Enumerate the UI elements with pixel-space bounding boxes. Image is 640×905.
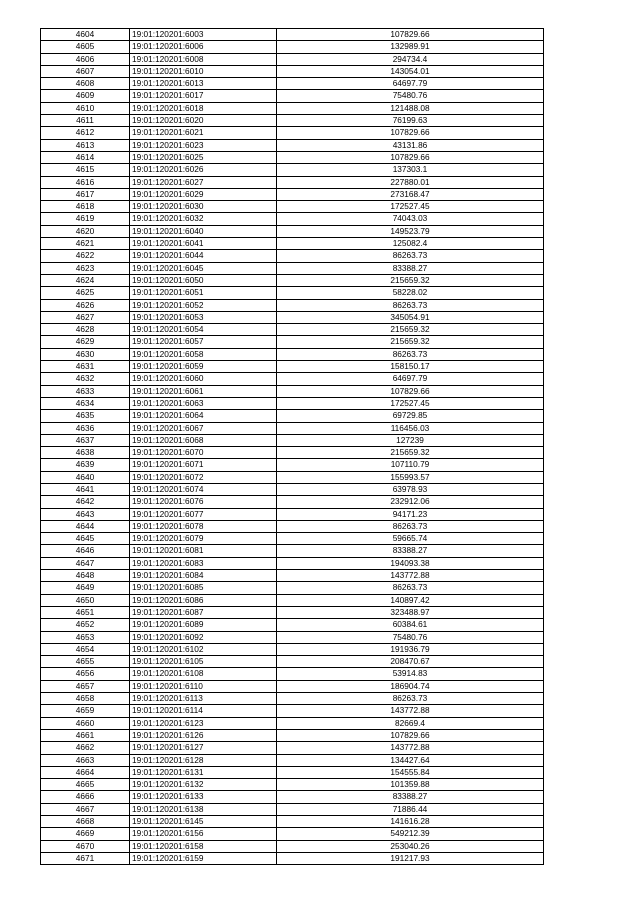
amount-cell: 215659.32	[277, 447, 544, 459]
cadastral-number-cell: 19:01:120201:6110	[130, 680, 277, 692]
row-number-cell: 4612	[41, 127, 130, 139]
row-number-cell: 4643	[41, 508, 130, 520]
amount-cell: 215659.32	[277, 324, 544, 336]
table-row	[41, 151, 544, 163]
cadastral-number-cell: 19:01:120201:6025	[130, 151, 277, 163]
amount-cell: 141616.28	[277, 816, 544, 828]
cadastral-number-cell: 19:01:120201:6086	[130, 594, 277, 606]
cadastral-number-cell: 19:01:120201:6072	[130, 471, 277, 483]
amount-cell: 53914.83	[277, 668, 544, 680]
cadastral-number-cell: 19:01:120201:6050	[130, 274, 277, 286]
cadastral-number-cell: 19:01:120201:6092	[130, 631, 277, 643]
row-number-cell: 4653	[41, 631, 130, 643]
amount-cell: 143772.88	[277, 705, 544, 717]
row-number-cell: 4626	[41, 299, 130, 311]
amount-cell: 107110.79	[277, 459, 544, 471]
table-row	[41, 508, 544, 520]
table-row	[41, 471, 544, 483]
table-row	[41, 631, 544, 643]
cadastral-number-cell: 19:01:120201:6078	[130, 520, 277, 532]
row-number-cell: 4667	[41, 803, 130, 815]
row-number-cell: 4668	[41, 816, 130, 828]
amount-cell: 172527.45	[277, 201, 544, 213]
row-number-cell: 4634	[41, 397, 130, 409]
table-row	[41, 668, 544, 680]
row-number-cell: 4649	[41, 582, 130, 594]
table-row	[41, 742, 544, 754]
row-number-cell: 4606	[41, 53, 130, 65]
amount-cell: 155993.57	[277, 471, 544, 483]
table-row	[41, 225, 544, 237]
cadastral-number-cell: 19:01:120201:6029	[130, 188, 277, 200]
table-row	[41, 65, 544, 77]
row-number-cell: 4666	[41, 791, 130, 803]
table-row	[41, 238, 544, 250]
amount-cell: 101359.88	[277, 779, 544, 791]
amount-cell: 107829.66	[277, 385, 544, 397]
table-row	[41, 311, 544, 323]
cadastral-number-cell: 19:01:120201:6003	[130, 29, 277, 41]
cadastral-number-cell: 19:01:120201:6102	[130, 643, 277, 655]
cadastral-number-cell: 19:01:120201:6068	[130, 434, 277, 446]
cadastral-number-cell: 19:01:120201:6131	[130, 766, 277, 778]
table-row	[41, 324, 544, 336]
cadastral-number-cell: 19:01:120201:6077	[130, 508, 277, 520]
row-number-cell: 4645	[41, 533, 130, 545]
row-number-cell: 4607	[41, 65, 130, 77]
row-number-cell: 4620	[41, 225, 130, 237]
table-row	[41, 459, 544, 471]
cadastral-number-cell: 19:01:120201:6105	[130, 656, 277, 668]
cadastral-number-cell: 19:01:120201:6132	[130, 779, 277, 791]
cadastral-number-cell: 19:01:120201:6008	[130, 53, 277, 65]
data-table	[40, 28, 544, 865]
cadastral-number-cell: 19:01:120201:6021	[130, 127, 277, 139]
table-row	[41, 90, 544, 102]
amount-cell: 125082.4	[277, 238, 544, 250]
table-row	[41, 262, 544, 274]
row-number-cell: 4613	[41, 139, 130, 151]
row-number-cell: 4618	[41, 201, 130, 213]
row-number-cell: 4622	[41, 250, 130, 262]
table-row	[41, 705, 544, 717]
amount-cell: 191936.79	[277, 643, 544, 655]
cadastral-number-cell: 19:01:120201:6053	[130, 311, 277, 323]
table-row	[41, 693, 544, 705]
row-number-cell: 4604	[41, 29, 130, 41]
row-number-cell: 4623	[41, 262, 130, 274]
amount-cell: 82669.4	[277, 717, 544, 729]
row-number-cell: 4642	[41, 496, 130, 508]
table-row	[41, 754, 544, 766]
amount-cell: 43131.86	[277, 139, 544, 151]
table-row	[41, 594, 544, 606]
amount-cell: 127239	[277, 434, 544, 446]
table-row	[41, 496, 544, 508]
amount-cell: 186904.74	[277, 680, 544, 692]
table-row	[41, 410, 544, 422]
amount-cell: 273168.47	[277, 188, 544, 200]
table-row	[41, 188, 544, 200]
cadastral-number-cell: 19:01:120201:6017	[130, 90, 277, 102]
amount-cell: 143772.88	[277, 742, 544, 754]
table-body	[41, 29, 544, 865]
cadastral-number-cell: 19:01:120201:6044	[130, 250, 277, 262]
row-number-cell: 4656	[41, 668, 130, 680]
amount-cell: 86263.73	[277, 520, 544, 532]
cadastral-number-cell: 19:01:120201:6023	[130, 139, 277, 151]
table-row	[41, 299, 544, 311]
row-number-cell: 4627	[41, 311, 130, 323]
table-row	[41, 779, 544, 791]
cadastral-number-cell: 19:01:120201:6032	[130, 213, 277, 225]
amount-cell: 140897.42	[277, 594, 544, 606]
cadastral-number-cell: 19:01:120201:6126	[130, 729, 277, 741]
row-number-cell: 4669	[41, 828, 130, 840]
table-row	[41, 127, 544, 139]
table-row	[41, 250, 544, 262]
row-number-cell: 4608	[41, 78, 130, 90]
amount-cell: 208470.67	[277, 656, 544, 668]
cadastral-number-cell: 19:01:120201:6108	[130, 668, 277, 680]
cadastral-number-cell: 19:01:120201:6089	[130, 619, 277, 631]
amount-cell: 64697.79	[277, 373, 544, 385]
row-number-cell: 4650	[41, 594, 130, 606]
amount-cell: 143772.88	[277, 570, 544, 582]
table-row	[41, 570, 544, 582]
table-row	[41, 139, 544, 151]
table-row	[41, 680, 544, 692]
amount-cell: 134427.64	[277, 754, 544, 766]
row-number-cell: 4631	[41, 361, 130, 373]
cadastral-number-cell: 19:01:120201:6058	[130, 348, 277, 360]
row-number-cell: 4655	[41, 656, 130, 668]
amount-cell: 172527.45	[277, 397, 544, 409]
table-row	[41, 606, 544, 618]
cadastral-number-cell: 19:01:120201:6123	[130, 717, 277, 729]
amount-cell: 86263.73	[277, 693, 544, 705]
row-number-cell: 4638	[41, 447, 130, 459]
table-row	[41, 619, 544, 631]
row-number-cell: 4639	[41, 459, 130, 471]
amount-cell: 86263.73	[277, 582, 544, 594]
table-row	[41, 828, 544, 840]
row-number-cell: 4671	[41, 852, 130, 864]
amount-cell: 158150.17	[277, 361, 544, 373]
cadastral-number-cell: 19:01:120201:6133	[130, 791, 277, 803]
table-row	[41, 213, 544, 225]
cadastral-number-cell: 19:01:120201:6128	[130, 754, 277, 766]
cadastral-number-cell: 19:01:120201:6076	[130, 496, 277, 508]
table-row	[41, 53, 544, 65]
table-row	[41, 816, 544, 828]
table-row	[41, 164, 544, 176]
amount-cell: 60384.61	[277, 619, 544, 631]
amount-cell: 107829.66	[277, 127, 544, 139]
row-number-cell: 4625	[41, 287, 130, 299]
cadastral-number-cell: 19:01:120201:6040	[130, 225, 277, 237]
row-number-cell: 4629	[41, 336, 130, 348]
cadastral-number-cell: 19:01:120201:6063	[130, 397, 277, 409]
row-number-cell: 4662	[41, 742, 130, 754]
amount-cell: 58228.02	[277, 287, 544, 299]
cadastral-number-cell: 19:01:120201:6060	[130, 373, 277, 385]
amount-cell: 64697.79	[277, 78, 544, 90]
amount-cell: 107829.66	[277, 151, 544, 163]
table-row	[41, 483, 544, 495]
table-row	[41, 766, 544, 778]
cadastral-number-cell: 19:01:120201:6006	[130, 41, 277, 53]
amount-cell: 194093.38	[277, 557, 544, 569]
cadastral-number-cell: 19:01:120201:6061	[130, 385, 277, 397]
row-number-cell: 4611	[41, 115, 130, 127]
table-row	[41, 656, 544, 668]
row-number-cell: 4632	[41, 373, 130, 385]
cadastral-number-cell: 19:01:120201:6114	[130, 705, 277, 717]
row-number-cell: 4640	[41, 471, 130, 483]
row-number-cell: 4660	[41, 717, 130, 729]
amount-cell: 107829.66	[277, 729, 544, 741]
table-row	[41, 115, 544, 127]
table-row	[41, 533, 544, 545]
cadastral-number-cell: 19:01:120201:6030	[130, 201, 277, 213]
table-row	[41, 102, 544, 114]
amount-cell: 76199.63	[277, 115, 544, 127]
row-number-cell: 4615	[41, 164, 130, 176]
row-number-cell: 4624	[41, 274, 130, 286]
row-number-cell: 4637	[41, 434, 130, 446]
cadastral-number-cell: 19:01:120201:6051	[130, 287, 277, 299]
cadastral-number-cell: 19:01:120201:6087	[130, 606, 277, 618]
row-number-cell: 4621	[41, 238, 130, 250]
amount-cell: 215659.32	[277, 336, 544, 348]
cadastral-number-cell: 19:01:120201:6057	[130, 336, 277, 348]
row-number-cell: 4641	[41, 483, 130, 495]
row-number-cell: 4652	[41, 619, 130, 631]
amount-cell: 116456.03	[277, 422, 544, 434]
amount-cell: 294734.4	[277, 53, 544, 65]
amount-cell: 69729.85	[277, 410, 544, 422]
table-row	[41, 717, 544, 729]
cadastral-number-cell: 19:01:120201:6081	[130, 545, 277, 557]
amount-cell: 137303.1	[277, 164, 544, 176]
cadastral-number-cell: 19:01:120201:6127	[130, 742, 277, 754]
amount-cell: 215659.32	[277, 274, 544, 286]
table-row	[41, 201, 544, 213]
table-row	[41, 582, 544, 594]
table-row	[41, 176, 544, 188]
amount-cell: 74043.03	[277, 213, 544, 225]
table-row	[41, 373, 544, 385]
amount-cell: 253040.26	[277, 840, 544, 852]
cadastral-number-cell: 19:01:120201:6045	[130, 262, 277, 274]
amount-cell: 83388.27	[277, 262, 544, 274]
amount-cell: 149523.79	[277, 225, 544, 237]
table-row	[41, 29, 544, 41]
table-row	[41, 287, 544, 299]
cadastral-number-cell: 19:01:120201:6084	[130, 570, 277, 582]
amount-cell: 227880.01	[277, 176, 544, 188]
cadastral-number-cell: 19:01:120201:6159	[130, 852, 277, 864]
row-number-cell: 4657	[41, 680, 130, 692]
table-row	[41, 557, 544, 569]
row-number-cell: 4636	[41, 422, 130, 434]
row-number-cell: 4635	[41, 410, 130, 422]
amount-cell: 154555.84	[277, 766, 544, 778]
cadastral-number-cell: 19:01:120201:6054	[130, 324, 277, 336]
row-number-cell: 4647	[41, 557, 130, 569]
row-number-cell: 4670	[41, 840, 130, 852]
table-row	[41, 434, 544, 446]
row-number-cell: 4633	[41, 385, 130, 397]
cadastral-number-cell: 19:01:120201:6138	[130, 803, 277, 815]
row-number-cell: 4619	[41, 213, 130, 225]
cadastral-number-cell: 19:01:120201:6052	[130, 299, 277, 311]
row-number-cell: 4628	[41, 324, 130, 336]
amount-cell: 232912.06	[277, 496, 544, 508]
amount-cell: 75480.76	[277, 90, 544, 102]
amount-cell: 549212.39	[277, 828, 544, 840]
amount-cell: 83388.27	[277, 545, 544, 557]
table-row	[41, 729, 544, 741]
table-row	[41, 78, 544, 90]
row-number-cell: 4651	[41, 606, 130, 618]
table-row	[41, 447, 544, 459]
row-number-cell: 4646	[41, 545, 130, 557]
cadastral-number-cell: 19:01:120201:6083	[130, 557, 277, 569]
amount-cell: 107829.66	[277, 29, 544, 41]
row-number-cell: 4654	[41, 643, 130, 655]
amount-cell: 59665.74	[277, 533, 544, 545]
cadastral-number-cell: 19:01:120201:6074	[130, 483, 277, 495]
row-number-cell: 4648	[41, 570, 130, 582]
amount-cell: 86263.73	[277, 299, 544, 311]
amount-cell: 71886.44	[277, 803, 544, 815]
cadastral-number-cell: 19:01:120201:6020	[130, 115, 277, 127]
cadastral-number-cell: 19:01:120201:6067	[130, 422, 277, 434]
table-row	[41, 852, 544, 864]
amount-cell: 86263.73	[277, 348, 544, 360]
amount-cell: 323488.97	[277, 606, 544, 618]
table-row	[41, 41, 544, 53]
row-number-cell: 4630	[41, 348, 130, 360]
cadastral-number-cell: 19:01:120201:6026	[130, 164, 277, 176]
row-number-cell: 4644	[41, 520, 130, 532]
table-row	[41, 520, 544, 532]
cadastral-number-cell: 19:01:120201:6071	[130, 459, 277, 471]
cadastral-number-cell: 19:01:120201:6070	[130, 447, 277, 459]
cadastral-number-cell: 19:01:120201:6064	[130, 410, 277, 422]
cadastral-number-cell: 19:01:120201:6085	[130, 582, 277, 594]
cadastral-number-cell: 19:01:120201:6041	[130, 238, 277, 250]
row-number-cell: 4661	[41, 729, 130, 741]
row-number-cell: 4665	[41, 779, 130, 791]
row-number-cell: 4617	[41, 188, 130, 200]
table-row	[41, 348, 544, 360]
amount-cell: 75480.76	[277, 631, 544, 643]
amount-cell: 63978.93	[277, 483, 544, 495]
table-row	[41, 361, 544, 373]
table-row	[41, 397, 544, 409]
table-row	[41, 274, 544, 286]
amount-cell: 143054.01	[277, 65, 544, 77]
table-row	[41, 336, 544, 348]
row-number-cell: 4664	[41, 766, 130, 778]
cadastral-number-cell: 19:01:120201:6018	[130, 102, 277, 114]
table-row	[41, 803, 544, 815]
table-row	[41, 545, 544, 557]
cadastral-number-cell: 19:01:120201:6079	[130, 533, 277, 545]
cadastral-number-cell: 19:01:120201:6145	[130, 816, 277, 828]
row-number-cell: 4663	[41, 754, 130, 766]
cadastral-number-cell: 19:01:120201:6013	[130, 78, 277, 90]
amount-cell: 94171.23	[277, 508, 544, 520]
cadastral-number-cell: 19:01:120201:6027	[130, 176, 277, 188]
row-number-cell: 4610	[41, 102, 130, 114]
row-number-cell: 4605	[41, 41, 130, 53]
table-row	[41, 422, 544, 434]
cadastral-number-cell: 19:01:120201:6156	[130, 828, 277, 840]
amount-cell: 191217.93	[277, 852, 544, 864]
cadastral-number-cell: 19:01:120201:6158	[130, 840, 277, 852]
table-row	[41, 385, 544, 397]
cadastral-number-cell: 19:01:120201:6113	[130, 693, 277, 705]
row-number-cell: 4609	[41, 90, 130, 102]
row-number-cell: 4658	[41, 693, 130, 705]
table-row	[41, 840, 544, 852]
amount-cell: 83388.27	[277, 791, 544, 803]
row-number-cell: 4616	[41, 176, 130, 188]
amount-cell: 345054.91	[277, 311, 544, 323]
amount-cell: 86263.73	[277, 250, 544, 262]
row-number-cell: 4659	[41, 705, 130, 717]
table-row	[41, 791, 544, 803]
row-number-cell: 4614	[41, 151, 130, 163]
amount-cell: 121488.08	[277, 102, 544, 114]
table-row	[41, 643, 544, 655]
cadastral-number-cell: 19:01:120201:6010	[130, 65, 277, 77]
cadastral-number-cell: 19:01:120201:6059	[130, 361, 277, 373]
amount-cell: 132989.91	[277, 41, 544, 53]
